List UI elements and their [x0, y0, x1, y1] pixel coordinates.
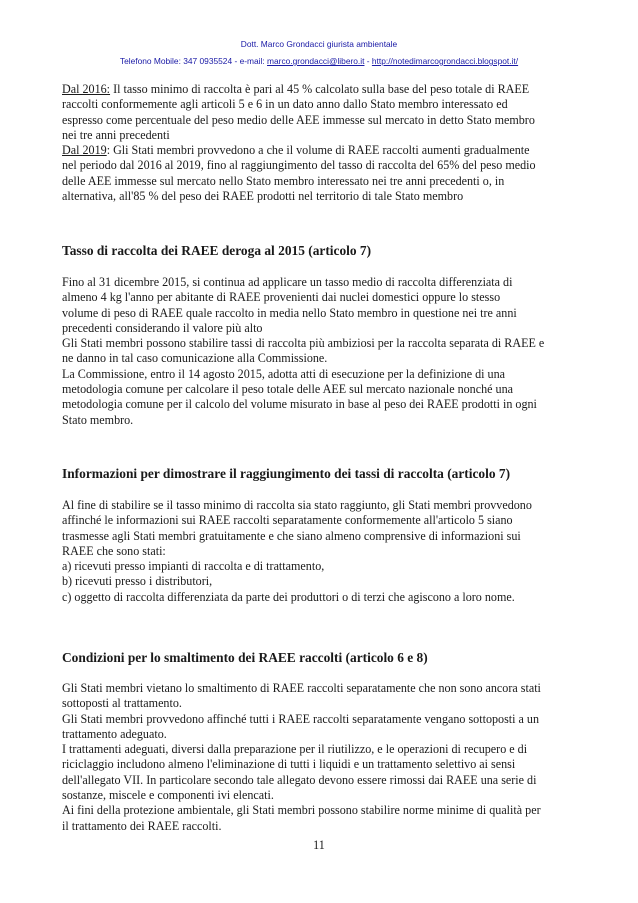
intro-date-2016: Dal 2016: [62, 82, 111, 96]
body-line: Gli Stati membri provvedono affinché tutti i RAEE raccolti separatamente vengano sottoposti a un [62, 711, 540, 726]
intro-line: Dal 2016: Il tasso minimo di raccolta è pari al 45 % calcolato sulla base del peso totale di RAEE [62, 82, 530, 96]
intro-line: espresso come percentuale del peso medio delle AEE immesse sul mercato in detto Stato membro [62, 112, 535, 127]
section-heading: Condizioni per lo smaltimento dei RAEE raccolti (articolo 6 e 8) [62, 650, 428, 665]
body-line: sottoposti al trattamento. [62, 696, 182, 711]
section-body [62, 275, 586, 428]
section-body [62, 498, 586, 605]
intro-block [62, 82, 586, 204]
intro-date-2019: Dal 2019 [62, 143, 107, 158]
body-line: metodologia comune per calcolare il peso totale delle AEE sul mercato nazionale nonché una [62, 382, 513, 397]
intro-line: raccolti conformemente agli articoli 5 e 6 in un dato anno dallo Stato membro interessato ed [62, 97, 508, 112]
body-line: almeno 4 kg l'anno per abitante di RAEE provenienti dai nuclei domestici oppure lo stesso [62, 290, 501, 305]
body-line: La Commissione, entro il 14 agosto 2015, adotta atti di esecuzione per la definizione di una [62, 366, 505, 381]
body-line: riciclaggio includono almeno l'eliminazione di tutti i liquidi e un trattamento selettivo ai sensi [62, 757, 516, 772]
header-contacts [0, 56, 638, 66]
body-line: b) ricevuti presso i distributori, [62, 574, 213, 589]
header-blog-link[interactable]: http://notedimarcogrondacci.blogspot.it/ [371, 56, 519, 66]
intro-line: delle AEE immesse sul mercato nello Stato membro interessato nei tre anni precedenti o, in [62, 173, 505, 188]
body-line: RAEE che sono stati: [62, 543, 166, 558]
body-line: dell'allegato VII. In particolare secondo tale allegato devono essere rimossi dai RAEE una serie di [62, 772, 537, 787]
section-heading: Informazioni per dimostrare il raggiungimento dei tassi di raccolta (articolo 7) [62, 466, 511, 481]
body-line: Gli Stati membri possono stabilire tassi di raccolta più ambiziosi per la raccolta separata di RAEE e [62, 336, 545, 351]
body-line: precedenti considerando il valore più alto [62, 320, 263, 335]
body-line: volume di peso di RAEE quale raccolto in media nello Stato membro in questione nei tre anni [62, 305, 517, 320]
body-line: sostanze, miscele e componenti ivi elencati. [62, 788, 274, 803]
body-line: Stato membro. [62, 412, 134, 427]
body-line: Gli Stati membri vietano lo smaltimento di RAEE raccolti separatamente che non sono ancora stati [62, 681, 541, 695]
body-line: trattamento adeguato. [62, 726, 167, 741]
section-heading: Tasso di raccolta dei RAEE deroga al 2015 (articolo 7) [62, 243, 372, 258]
intro-line: nei tre anni precedenti [62, 127, 170, 142]
section-body [62, 681, 586, 834]
intro-line: Dal 2019: Gli Stati membri provvedono a che il volume di RAEE raccolti aumenti gradualmente [62, 143, 530, 158]
body-line: metodologia comune per il calcolo del volume misurato in base al peso dei RAEE prodotti in ogni [62, 397, 537, 412]
header-author: Dott. Marco Grondacci giurista ambientale [240, 39, 398, 49]
body-line: affinché le informazioni sui RAEE raccolti separatamente conformemente all'articolo 5 siano [62, 513, 513, 528]
body-line: Al fine di stabilire se il tasso minimo di raccolta sia stato raggiunto, gli Stati membri provvedono [62, 498, 532, 512]
body-line: ne danno in tal caso comunicazione alla Commissione. [62, 351, 328, 366]
body-line: Ai fini della protezione ambientale, gli Stati membri possono stabilire norme minime di qualità per [62, 803, 541, 818]
body-line: I trattamenti adeguati, diversi dalla preparazione per il riutilizzo, e le operazioni di recupero e di [62, 742, 528, 757]
body-line: Fino al 31 dicembre 2015, si continua ad applicare un tasso medio di raccolta differenziata di [62, 275, 513, 289]
body-line: il trattamento dei RAEE raccolti. [62, 818, 222, 833]
body-line: a) ricevuti presso impianti di raccolta e di trattamento, [62, 559, 325, 574]
body-line: trasmesse agli Stati membri gratuitamente e che siano almeno comprensive di informazioni sui [62, 528, 521, 543]
header-separator: - [364, 56, 372, 66]
header-email-link[interactable]: marco.grondacci@libero.it [267, 56, 365, 66]
intro-line: alternativa, all'85 % del peso dei RAEE prodotti nel territorio di tale Stato membro [62, 189, 464, 204]
header-phone: Telefono Mobile: 347 0935524 - e-mail: [119, 56, 268, 66]
page-number: 11 [313, 838, 325, 852]
body-line: c) oggetto di raccolta differenziata da parte dei produttori o di terzi che agiscono a loro nome. [62, 589, 515, 604]
intro-line: nel periodo dal 2016 al 2019, fino al raggiungimento del tasso di raccolta del 65% del peso medio [62, 158, 536, 173]
